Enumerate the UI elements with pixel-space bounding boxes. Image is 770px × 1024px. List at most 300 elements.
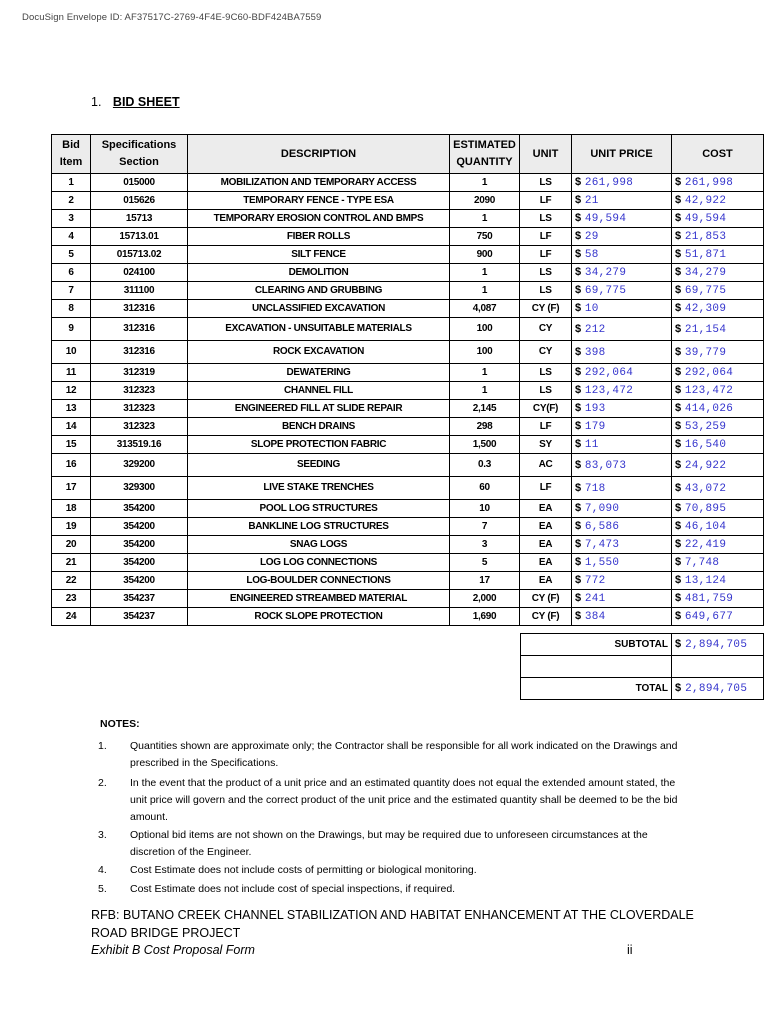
- cell-quantity: 10: [450, 500, 520, 518]
- cell-unit-price: [572, 174, 672, 192]
- cell-quantity: 4,087: [450, 300, 520, 318]
- currency-symbol: $: [675, 592, 681, 604]
- cell-unit-price: [572, 300, 672, 318]
- currency-symbol: $: [575, 266, 581, 278]
- note-number: 3.: [98, 829, 107, 841]
- cell-cost: [672, 518, 764, 536]
- currency-symbol: $: [675, 420, 681, 432]
- note-text: Cost Estimate does not include costs of permitting or biological monitoring.: [130, 864, 477, 876]
- currency-symbol: $: [575, 458, 581, 471]
- cell-quantity: 5: [450, 554, 520, 572]
- notes-title: NOTES:: [100, 718, 140, 730]
- cell-unit-price-value: 123,472: [584, 385, 634, 397]
- cell-description: BENCH DRAINS: [188, 418, 450, 436]
- cell-description: SILT FENCE: [188, 246, 450, 264]
- currency-symbol: $: [675, 248, 681, 260]
- cell-cost: [672, 282, 764, 300]
- footer-exhibit-label: Exhibit B Cost Proposal Form: [91, 943, 255, 957]
- cell-cost-value: 481,759: [684, 593, 734, 605]
- cell-unit: LF: [520, 228, 572, 246]
- cell-unit: CY(F): [520, 400, 572, 418]
- note-number: 5.: [98, 883, 107, 895]
- cell-cost: [672, 174, 764, 192]
- cell-cost-value: 49,594: [684, 213, 727, 225]
- header-estimated-quantity-line2: QUANTITY: [456, 156, 513, 168]
- cell-unit-price-value: 21: [584, 195, 599, 207]
- cell-bid-item: 10: [52, 341, 91, 364]
- cell-cost: [672, 192, 764, 210]
- page-number: ii: [627, 943, 633, 957]
- cell-spec-section: 015713.02: [91, 246, 188, 264]
- section-heading: [91, 95, 180, 109]
- table-row: [52, 536, 764, 554]
- cell-unit-price-value: 718: [584, 482, 606, 495]
- currency-symbol: $: [575, 302, 581, 314]
- cell-spec-section: 015626: [91, 192, 188, 210]
- cell-unit: CY (F): [520, 608, 572, 626]
- cell-description: ROCK SLOPE PROTECTION: [188, 608, 450, 626]
- cell-unit-price: [572, 192, 672, 210]
- cell-unit-price-value: 11: [584, 439, 599, 451]
- cell-spec-section: 354200: [91, 536, 188, 554]
- cell-bid-item: 9: [52, 318, 91, 341]
- cell-description: SEEDING: [188, 454, 450, 477]
- currency-symbol: $: [675, 266, 681, 278]
- cell-spec-section: 354237: [91, 590, 188, 608]
- cell-cost: [672, 500, 764, 518]
- cell-unit-price-value: 34,279: [584, 267, 627, 279]
- cell-spec-section: 312316: [91, 300, 188, 318]
- cell-bid-item: 14: [52, 418, 91, 436]
- cell-spec-section: 354200: [91, 500, 188, 518]
- cell-cost-value: 7,748: [684, 557, 720, 569]
- cell-cost: [672, 246, 764, 264]
- cell-cost-value: 70,895: [684, 503, 727, 515]
- cell-unit: EA: [520, 554, 572, 572]
- currency-symbol: $: [675, 230, 681, 242]
- currency-symbol: $: [575, 176, 581, 188]
- header-unit: UNIT: [520, 135, 572, 174]
- currency-symbol: $: [575, 402, 581, 414]
- totals-table: [520, 633, 764, 700]
- cell-unit-price: [572, 210, 672, 228]
- cell-quantity: 1: [450, 382, 520, 400]
- cell-cost: [672, 382, 764, 400]
- cell-cost: [672, 341, 764, 364]
- cell-description: ENGINEERED STREAMBED MATERIAL: [188, 590, 450, 608]
- cell-cost-value: 649,677: [684, 611, 734, 623]
- cell-cost-value: 53,259: [684, 421, 727, 433]
- table-row: [52, 264, 764, 282]
- currency-symbol: $: [575, 384, 581, 396]
- table-row: [52, 382, 764, 400]
- table-row: [52, 454, 764, 477]
- cell-description: TEMPORARY EROSION CONTROL AND BMPS: [188, 210, 450, 228]
- cell-unit: EA: [520, 500, 572, 518]
- cell-cost-value: 292,064: [684, 367, 734, 379]
- cell-unit-price: [572, 264, 672, 282]
- cell-spec-section: 15713: [91, 210, 188, 228]
- header-bid-item: [52, 135, 91, 174]
- cell-description: MOBILIZATION AND TEMPORARY ACCESS: [188, 174, 450, 192]
- table-row: [52, 572, 764, 590]
- currency-symbol: $: [675, 458, 681, 471]
- cell-description: CLEARING AND GRUBBING: [188, 282, 450, 300]
- cell-unit-price: [572, 382, 672, 400]
- cell-cost: [672, 572, 764, 590]
- cell-bid-item: 5: [52, 246, 91, 264]
- cell-unit-price: [572, 400, 672, 418]
- currency-symbol: $: [575, 345, 581, 358]
- cell-bid-item: 7: [52, 282, 91, 300]
- note-5: [98, 881, 688, 898]
- cell-quantity: 1,500: [450, 436, 520, 454]
- cell-cost-value: 13,124: [684, 575, 727, 587]
- cell-unit: LS: [520, 264, 572, 282]
- cell-bid-item: 3: [52, 210, 91, 228]
- currency-symbol: $: [675, 481, 681, 494]
- cell-unit-price-value: 212: [584, 323, 606, 336]
- cell-bid-item: 18: [52, 500, 91, 518]
- table-row: [52, 518, 764, 536]
- table-row: [52, 364, 764, 382]
- cell-bid-item: 17: [52, 477, 91, 500]
- cell-description: ROCK EXCAVATION: [188, 341, 450, 364]
- currency-symbol: $: [575, 574, 581, 586]
- cell-cost-value: 123,472: [684, 385, 734, 397]
- cell-description: ENGINEERED FILL AT SLIDE REPAIR: [188, 400, 450, 418]
- cell-quantity: 750: [450, 228, 520, 246]
- cell-quantity: 1: [450, 264, 520, 282]
- cell-cost-value: 34,279: [684, 267, 727, 279]
- cell-description: DEMOLITION: [188, 264, 450, 282]
- cell-bid-item: 23: [52, 590, 91, 608]
- cell-cost-value: 43,072: [684, 482, 727, 495]
- cell-quantity: 1,690: [450, 608, 520, 626]
- cell-spec-section: 024100: [91, 264, 188, 282]
- currency-symbol: $: [575, 230, 581, 242]
- cell-unit-price-value: 398: [584, 346, 606, 359]
- cell-bid-item: 4: [52, 228, 91, 246]
- cell-bid-item: 13: [52, 400, 91, 418]
- currency-symbol: $: [675, 556, 681, 568]
- cell-unit: LF: [520, 192, 572, 210]
- subtotal-row: [521, 634, 764, 656]
- cell-spec-section: 312323: [91, 400, 188, 418]
- cell-description: BANKLINE LOG STRUCTURES: [188, 518, 450, 536]
- cell-quantity: 17: [450, 572, 520, 590]
- currency-symbol: $: [575, 322, 581, 335]
- cell-cost: [672, 536, 764, 554]
- cell-unit-price-value: 384: [584, 611, 606, 623]
- cell-unit-price: [572, 518, 672, 536]
- cell-unit-price-value: 69,775: [584, 285, 627, 297]
- currency-symbol: $: [675, 212, 681, 224]
- header-cost: COST: [672, 135, 764, 174]
- cell-unit-price: [572, 500, 672, 518]
- cell-spec-section: 313519.16: [91, 436, 188, 454]
- cell-unit-price-value: 7,473: [584, 539, 620, 551]
- cell-cost: [672, 554, 764, 572]
- cell-quantity: 2,000: [450, 590, 520, 608]
- cell-spec-section: 329200: [91, 454, 188, 477]
- currency-symbol: $: [575, 284, 581, 296]
- cell-unit: LS: [520, 210, 572, 228]
- docusign-envelope-id: DocuSign Envelope ID: AF37517C-2769-4F4E-9C60-BDF424BA7559: [22, 12, 322, 23]
- cell-cost: [672, 264, 764, 282]
- cell-cost: [672, 477, 764, 500]
- cell-unit-price-value: 193: [584, 403, 606, 415]
- subtotal-value: 2,894,705: [685, 639, 748, 651]
- total-value: 2,894,705: [685, 683, 748, 695]
- table-row: [52, 300, 764, 318]
- cell-cost: [672, 454, 764, 477]
- cell-unit-price-value: 292,064: [584, 367, 634, 379]
- blank-cell-left: [521, 656, 672, 678]
- blank-cell-right: [672, 656, 764, 678]
- currency-symbol: $: [675, 322, 681, 335]
- table-row: [52, 341, 764, 364]
- currency-symbol: $: [675, 366, 681, 378]
- cell-unit-price: [572, 436, 672, 454]
- cell-cost-value: 16,540: [684, 439, 727, 451]
- cell-unit: CY (F): [520, 300, 572, 318]
- note-2: [98, 775, 688, 826]
- currency-symbol: $: [675, 502, 681, 514]
- cell-unit: CY (F): [520, 590, 572, 608]
- subtotal-cell: [672, 634, 764, 656]
- cell-quantity: 60: [450, 477, 520, 500]
- currency-symbol: $: [575, 538, 581, 550]
- subtotal-label: SUBTOTAL: [521, 634, 672, 656]
- total-currency: $: [675, 682, 682, 694]
- currency-symbol: $: [575, 212, 581, 224]
- table-row: [52, 192, 764, 210]
- cell-unit-price-value: 241: [584, 593, 606, 605]
- cell-unit-price-value: 772: [584, 575, 606, 587]
- cell-cost: [672, 300, 764, 318]
- cell-bid-item: 12: [52, 382, 91, 400]
- header-unit-price: UNIT PRICE: [572, 135, 672, 174]
- header-spec-section-line2: Section: [119, 156, 159, 168]
- note-number: 4.: [98, 864, 107, 876]
- cell-unit-price-value: 29: [584, 231, 599, 243]
- header-spec-section: [91, 135, 188, 174]
- table-row: [52, 228, 764, 246]
- cell-quantity: 2,145: [450, 400, 520, 418]
- cell-unit-price: [572, 554, 672, 572]
- currency-symbol: $: [575, 366, 581, 378]
- table-row: [52, 500, 764, 518]
- cell-spec-section: 15713.01: [91, 228, 188, 246]
- cell-unit: EA: [520, 536, 572, 554]
- cell-unit: LS: [520, 364, 572, 382]
- cell-quantity: 1: [450, 210, 520, 228]
- cell-spec-section: 354200: [91, 572, 188, 590]
- footer-rfb-line1: RFB: BUTANO CREEK CHANNEL STABILIZATION AND HABITAT ENHANCEMENT AT THE CLOVERDALE: [91, 908, 694, 922]
- header-description: DESCRIPTION: [188, 135, 450, 174]
- cell-unit-price: [572, 364, 672, 382]
- cell-cost-value: 24,922: [684, 459, 727, 472]
- table-row: [52, 477, 764, 500]
- cell-cost-value: 46,104: [684, 521, 727, 533]
- cell-cost-value: 21,853: [684, 231, 727, 243]
- table-row: [52, 590, 764, 608]
- cell-bid-item: 21: [52, 554, 91, 572]
- cell-unit: CY: [520, 318, 572, 341]
- cell-description: POOL LOG STRUCTURES: [188, 500, 450, 518]
- cell-unit-price-value: 179: [584, 421, 606, 433]
- note-4: [98, 862, 688, 879]
- cell-unit-price: [572, 572, 672, 590]
- cell-cost-value: 261,998: [684, 177, 734, 189]
- cell-quantity: 900: [450, 246, 520, 264]
- currency-symbol: $: [675, 402, 681, 414]
- bid-table-body: [52, 174, 764, 626]
- note-text: In the event that the product of a unit price and an estimated quantity does not equal the extended amount stated, the unit price will govern and the correct product of the unit price and the estimated quantity shall be deemed to be the bid amount.: [130, 777, 678, 823]
- note-number: 1.: [98, 740, 107, 752]
- cell-quantity: 100: [450, 341, 520, 364]
- cell-spec-section: 354200: [91, 554, 188, 572]
- cell-cost-value: 414,026: [684, 403, 734, 415]
- cell-unit-price: [572, 454, 672, 477]
- cell-description: UNCLASSIFIED EXCAVATION: [188, 300, 450, 318]
- subtotal-currency: $: [675, 638, 682, 650]
- cell-cost: [672, 608, 764, 626]
- cell-unit-price-value: 1,550: [584, 557, 620, 569]
- cell-unit: EA: [520, 572, 572, 590]
- cell-unit: EA: [520, 518, 572, 536]
- cell-spec-section: 312319: [91, 364, 188, 382]
- cell-description: FIBER ROLLS: [188, 228, 450, 246]
- cell-unit-price: [572, 341, 672, 364]
- cell-unit: LF: [520, 418, 572, 436]
- currency-symbol: $: [675, 176, 681, 188]
- note-text: Cost Estimate does not include cost of special inspections, if required.: [130, 883, 456, 895]
- table-header-row: [52, 135, 764, 174]
- cell-unit-price: [572, 477, 672, 500]
- table-row: [52, 210, 764, 228]
- cell-unit-price: [572, 608, 672, 626]
- cell-unit-price-value: 6,586: [584, 521, 620, 533]
- cell-unit: CY: [520, 341, 572, 364]
- note-text: Quantities shown are approximate only; the Contractor shall be responsible for all work indicated on the Drawings and prescribed in the Specifications.: [130, 740, 678, 769]
- cell-cost: [672, 364, 764, 382]
- cell-description: LOG-BOULDER CONNECTIONS: [188, 572, 450, 590]
- cell-unit-price-value: 58: [584, 249, 599, 261]
- header-estimated-quantity-line1: ESTIMATED: [453, 139, 516, 151]
- table-row: [52, 554, 764, 572]
- cell-cost: [672, 418, 764, 436]
- currency-symbol: $: [675, 384, 681, 396]
- total-label: TOTAL: [521, 678, 672, 700]
- cell-unit: LS: [520, 282, 572, 300]
- cell-bid-item: 19: [52, 518, 91, 536]
- table-row: [52, 318, 764, 341]
- currency-symbol: $: [675, 538, 681, 550]
- cell-cost-value: 39,779: [684, 346, 727, 359]
- cell-description: CHANNEL FILL: [188, 382, 450, 400]
- currency-symbol: $: [675, 520, 681, 532]
- currency-symbol: $: [575, 481, 581, 494]
- cell-description: EXCAVATION - UNSUITABLE MATERIALS: [188, 318, 450, 341]
- cell-unit-price-value: 83,073: [584, 459, 627, 472]
- currency-symbol: $: [675, 610, 681, 622]
- currency-symbol: $: [675, 345, 681, 358]
- cell-description: SLOPE PROTECTION FABRIC: [188, 436, 450, 454]
- table-row: [52, 418, 764, 436]
- cell-description: LOG LOG CONNECTIONS: [188, 554, 450, 572]
- note-text: Optional bid items are not shown on the Drawings, but may be required due to unforeseen circumstances at the discretion of the Engineer.: [130, 829, 648, 858]
- cell-quantity: 1: [450, 282, 520, 300]
- cell-quantity: 7: [450, 518, 520, 536]
- currency-symbol: $: [675, 284, 681, 296]
- cell-quantity: 1: [450, 174, 520, 192]
- cell-unit-price: [572, 536, 672, 554]
- header-spec-section-line1: Specifications: [101, 139, 177, 151]
- cell-cost-value: 22,419: [684, 539, 727, 551]
- cell-spec-section: 312316: [91, 341, 188, 364]
- cell-spec-section: 329300: [91, 477, 188, 500]
- cell-unit: LS: [520, 174, 572, 192]
- currency-symbol: $: [575, 438, 581, 450]
- cell-quantity: 0.3: [450, 454, 520, 477]
- cell-unit-price: [572, 590, 672, 608]
- cell-description: DEWATERING: [188, 364, 450, 382]
- currency-symbol: $: [575, 610, 581, 622]
- header-bid-item-line1: Bid: [62, 139, 80, 151]
- currency-symbol: $: [675, 194, 681, 206]
- table-row: [52, 246, 764, 264]
- cell-quantity: 3: [450, 536, 520, 554]
- cell-spec-section: 354237: [91, 608, 188, 626]
- cell-bid-item: 15: [52, 436, 91, 454]
- section-number: 1.: [91, 95, 102, 109]
- cell-unit: AC: [520, 454, 572, 477]
- table-row: [52, 174, 764, 192]
- cell-spec-section: 015000: [91, 174, 188, 192]
- cell-cost-value: 51,871: [684, 249, 727, 261]
- cell-spec-section: 354200: [91, 518, 188, 536]
- note-number: 2.: [98, 777, 107, 789]
- cell-bid-item: 20: [52, 536, 91, 554]
- cell-unit-price-value: 49,594: [584, 213, 627, 225]
- cell-spec-section: 312323: [91, 382, 188, 400]
- cell-unit-price: [572, 418, 672, 436]
- currency-symbol: $: [575, 420, 581, 432]
- header-bid-item-line2: Item: [59, 156, 83, 168]
- note-3: [98, 827, 688, 861]
- currency-symbol: $: [575, 194, 581, 206]
- currency-symbol: $: [575, 556, 581, 568]
- total-row: [521, 678, 764, 700]
- cell-bid-item: 22: [52, 572, 91, 590]
- cell-description: TEMPORARY FENCE - TYPE ESA: [188, 192, 450, 210]
- cell-quantity: 1: [450, 364, 520, 382]
- cell-unit-price: [572, 318, 672, 341]
- cell-bid-item: 8: [52, 300, 91, 318]
- currency-symbol: $: [675, 574, 681, 586]
- cell-bid-item: 16: [52, 454, 91, 477]
- cell-cost-value: 69,775: [684, 285, 727, 297]
- note-1: [98, 738, 688, 772]
- cell-cost: [672, 228, 764, 246]
- cell-quantity: 2090: [450, 192, 520, 210]
- blank-row: [521, 656, 764, 678]
- cell-unit-price: [572, 228, 672, 246]
- cell-cost: [672, 590, 764, 608]
- cell-unit: LS: [520, 382, 572, 400]
